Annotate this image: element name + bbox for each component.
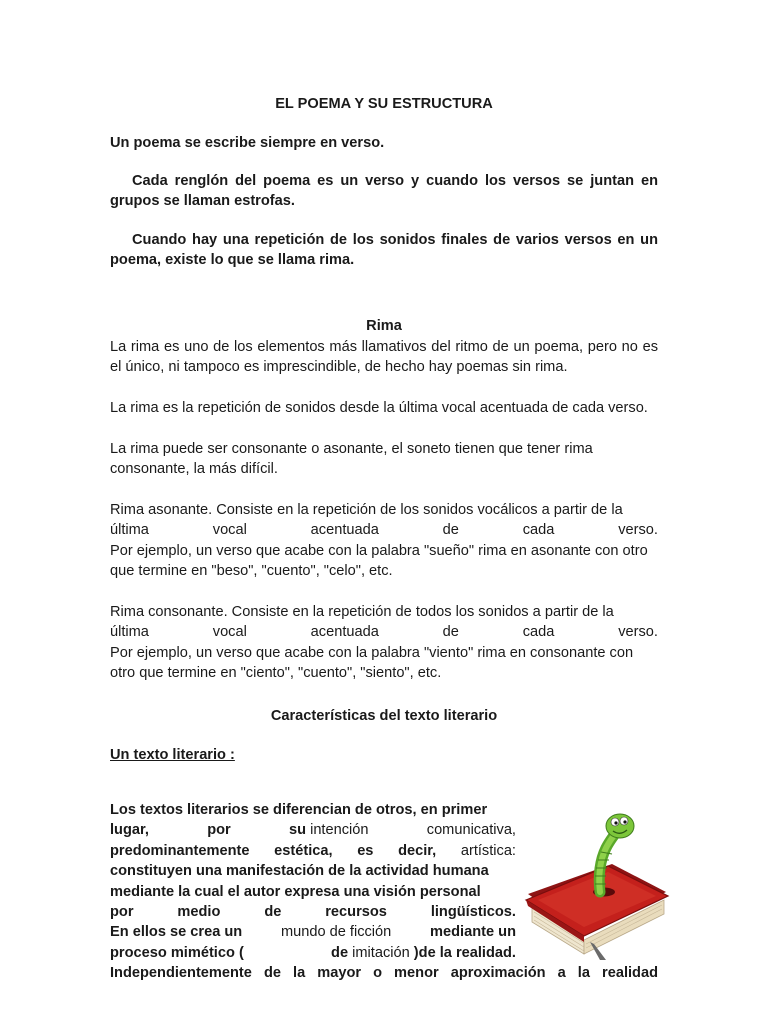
literario-word: decir, [398,842,437,859]
literario-text: Independientemente de la mayor o menor aproximación a la realidad [110,965,658,981]
literario-word: comunicativa, [426,822,516,839]
asonante-word: cada [522,522,555,538]
book-with-worm-illustration [520,796,670,961]
consonante-word: verso. [618,624,658,640]
literario-text: En ellos se crea un [110,924,243,941]
literario-word: intención [310,822,369,839]
caracteristicas-heading: Características del texto literario [270,708,498,724]
literario-line-1 [110,800,516,820]
asonante-line-2 [110,520,658,540]
texto-literario-subheading: Un texto literario : [110,747,235,763]
asonante-word: acentuada [310,522,379,538]
rima-heading: Rima [366,318,402,334]
literario-line-5 [110,882,516,902]
literario-word: su [288,822,307,839]
literario-text: imitación [352,944,410,961]
literario-word: por [110,904,134,921]
intro-paragraph-1: Un poema se escribe siempre en verso. [110,135,385,151]
intro-paragraph-2: Cada renglón del poema es un verso y cuando los versos se juntan en grupos se llaman estrofas. [110,173,658,210]
asonante-word: última [110,522,149,538]
literario-word: de [264,904,282,921]
literario-word: artística: [460,842,516,859]
consonante-word: vocal [212,624,247,640]
literario-line-9 [110,963,658,983]
literario-word: estética, [274,842,333,859]
literario-word: recursos [325,904,387,921]
consonante-word: de [442,624,459,640]
literario-word: por [207,822,231,839]
rima-paragraph-2a: La rima es la repetición de sonidos desde la última vocal acentuada de cada verso. [110,400,648,416]
literario-text: Los textos literarios se diferencian de otros, en primer [110,802,488,818]
asonante-word: de [442,522,459,538]
asonante-word: vocal [212,522,247,538]
literario-line-4 [110,861,516,881]
literario-text: proceso mimético ( [110,944,244,961]
literario-word: lugar, [110,822,149,839]
literario-text: constituyen una manifestación de la actividad humana [110,863,489,880]
literario-line-6 [110,902,516,922]
literario-line-7 [110,922,516,942]
page-title: EL POEMA Y SU ESTRUCTURA [275,96,493,112]
literario-word: medio [177,904,221,921]
asonante-word: verso. [618,522,658,538]
literario-line-8 [110,943,516,963]
literario-text: mediante un [430,924,516,941]
asonante-example: Por ejemplo, un verso que acabe con la palabra "sueño" rima en asonante con otro que termine en "beso", "cuento", "celo", etc. [110,543,648,580]
literario-word: predominantemente [110,842,250,859]
literario-paragraph [110,800,516,963]
consonante-word: última [110,624,149,640]
intro-paragraph-3: Cuando hay una repetición de los sonidos finales de varios versos en un poema, existe lo que se llama rima. [110,232,658,269]
consonante-line-1: Rima consonante. Consiste en la repetición de todos los sonidos a partir de la [110,604,614,620]
literario-text: )de la realidad. [413,944,516,961]
rima-paragraph-2b: La rima puede ser consonante o asonante, el soneto tienen que tener rima consonante, la más difícil. [110,441,593,478]
literario-word: es [357,842,374,859]
literario-line-3 [110,841,516,861]
literario-text: de [331,944,349,961]
consonante-line-2 [110,622,658,642]
literario-text: mediante la cual el autor expresa una visión personal [110,883,481,900]
asonante-line-1: Rima asonante. Consiste en la repetición de los sonidos vocálicos a partir de la [110,502,623,518]
consonante-example: Por ejemplo, un verso que acabe con la palabra "viento" rima en consonante con otro que termine en "ciento", "cuento", "siento", etc. [110,645,634,682]
literario-line-2 [110,820,516,840]
consonante-word: cada [522,624,555,640]
literario-text: mundo de ficción [280,924,392,941]
literario-word: lingüísticos. [430,904,516,921]
consonante-word: acentuada [310,624,379,640]
rima-paragraph-1: La rima es uno de los elementos más llamativos del ritmo de un poema, pero no es el único, ni tampoco es imprescindible, de hecho hay poemas sin rima. [110,339,658,376]
